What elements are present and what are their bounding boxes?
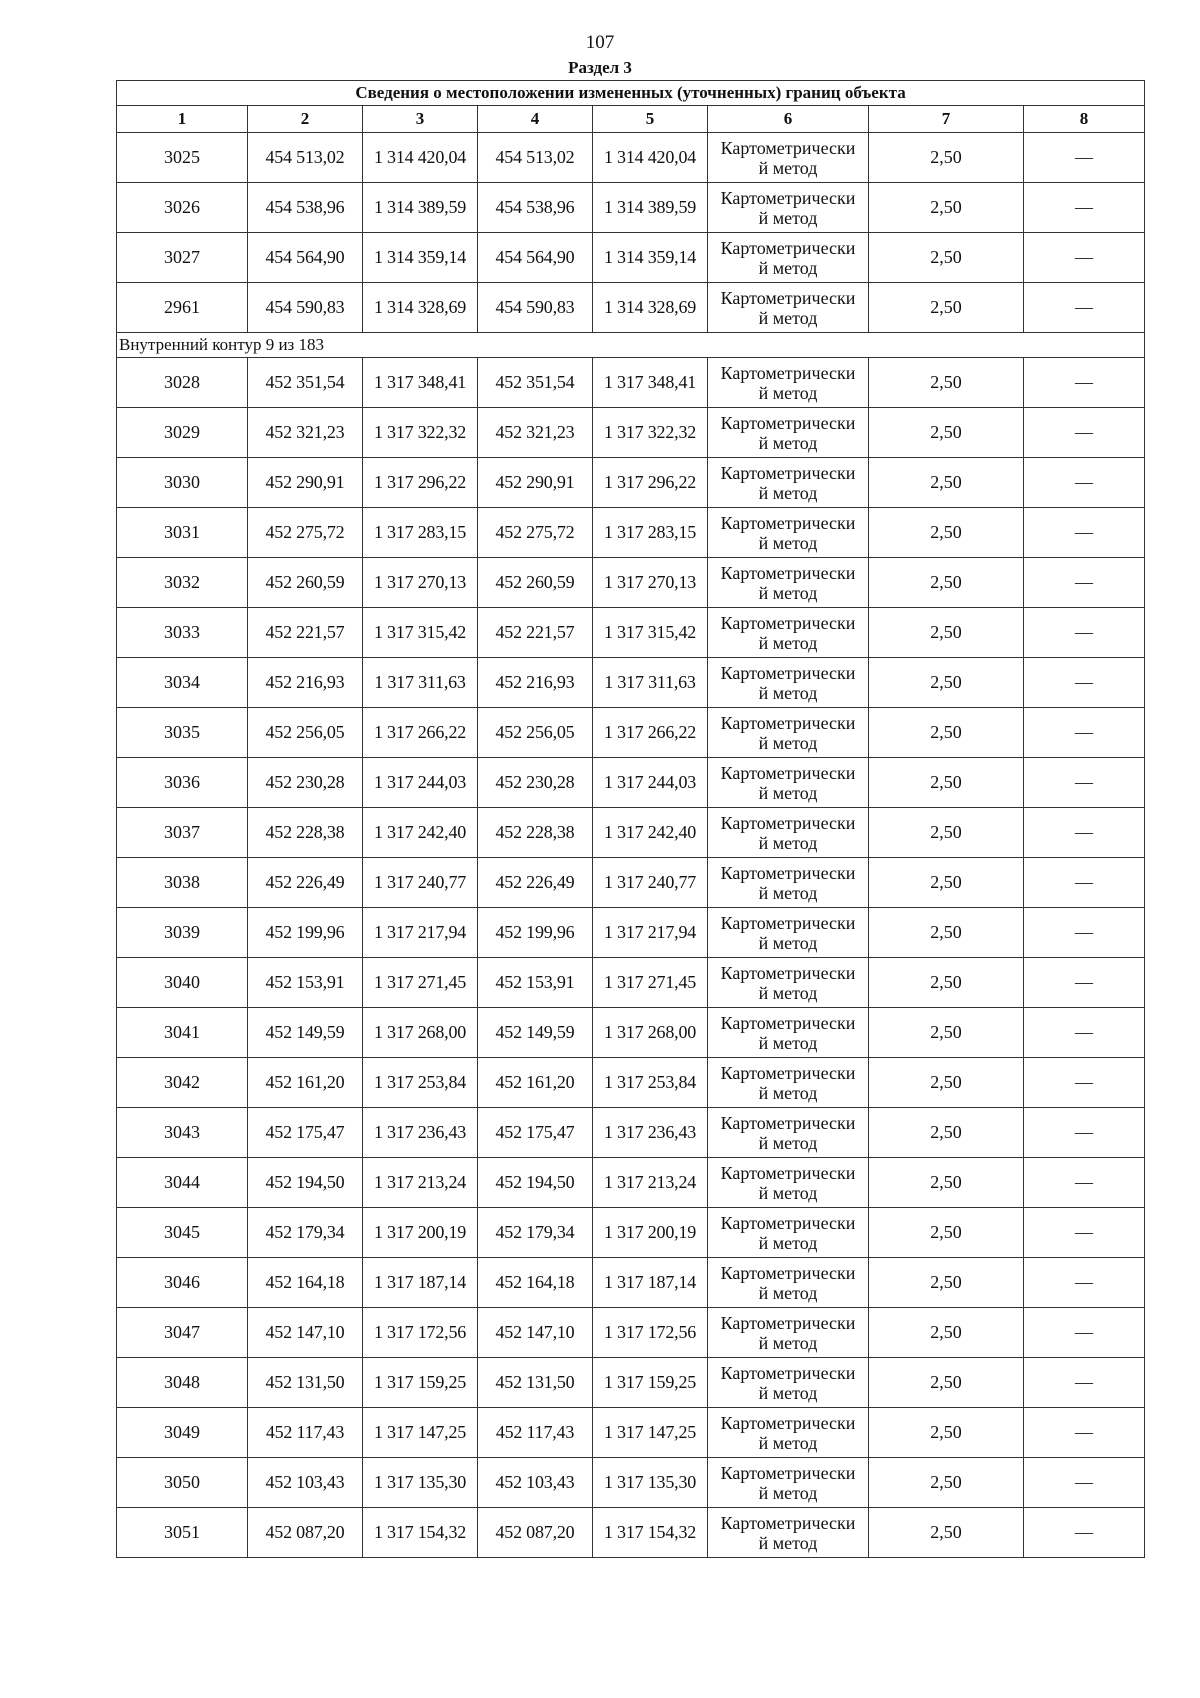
- x-old-cell: 452 216,93: [248, 658, 363, 708]
- x-old-cell: 454 590,83: [248, 283, 363, 333]
- y-new-cell: 1 317 154,32: [593, 1508, 708, 1558]
- x-old-cell: 452 275,72: [248, 508, 363, 558]
- y-new-cell: 1 317 348,41: [593, 358, 708, 408]
- method-cell: Картометрически й метод: [708, 458, 869, 508]
- x-new-cell: 452 256,05: [478, 708, 593, 758]
- y-new-cell: 1 317 242,40: [593, 808, 708, 858]
- table-row: [117, 183, 1145, 233]
- x-old-cell: 452 256,05: [248, 708, 363, 758]
- note-cell: —: [1024, 1158, 1145, 1208]
- accuracy-cell: 2,50: [869, 458, 1024, 508]
- y-new-cell: 1 317 135,30: [593, 1458, 708, 1508]
- column-number: 1: [117, 106, 248, 133]
- point-number-cell: 3040: [117, 958, 248, 1008]
- y-new-cell: 1 317 270,13: [593, 558, 708, 608]
- x-new-cell: 452 221,57: [478, 608, 593, 658]
- point-number-cell: 3029: [117, 408, 248, 458]
- note-cell: —: [1024, 1408, 1145, 1458]
- x-old-cell: 452 199,96: [248, 908, 363, 958]
- contour-label: Внутренний контур 9 из 183: [117, 333, 1145, 358]
- accuracy-cell: 2,50: [869, 1358, 1024, 1408]
- method-cell: Картометрически й метод: [708, 1458, 869, 1508]
- note-cell: —: [1024, 1508, 1145, 1558]
- method-cell: Картометрически й метод: [708, 858, 869, 908]
- page-number: 107: [585, 32, 615, 53]
- point-number-cell: 3035: [117, 708, 248, 758]
- column-number: 6: [708, 106, 869, 133]
- x-old-cell: 452 147,10: [248, 1308, 363, 1358]
- note-cell: —: [1024, 1308, 1145, 1358]
- accuracy-cell: 2,50: [869, 708, 1024, 758]
- x-old-cell: 452 290,91: [248, 458, 363, 508]
- x-old-cell: 454 564,90: [248, 233, 363, 283]
- note-cell: —: [1024, 1358, 1145, 1408]
- x-new-cell: 454 513,02: [478, 133, 593, 183]
- y-new-cell: 1 317 187,14: [593, 1258, 708, 1308]
- x-old-cell: 452 228,38: [248, 808, 363, 858]
- table-row: [117, 1158, 1145, 1208]
- accuracy-cell: 2,50: [869, 1158, 1024, 1208]
- coordinates-table: [116, 80, 1145, 1558]
- note-cell: —: [1024, 1058, 1145, 1108]
- y-old-cell: 1 317 172,56: [363, 1308, 478, 1358]
- method-cell: Картометрически й метод: [708, 708, 869, 758]
- y-old-cell: 1 314 420,04: [363, 133, 478, 183]
- y-old-cell: 1 317 271,45: [363, 958, 478, 1008]
- point-number-cell: 3047: [117, 1308, 248, 1358]
- x-old-cell: 452 087,20: [248, 1508, 363, 1558]
- accuracy-cell: 2,50: [869, 358, 1024, 408]
- accuracy-cell: 2,50: [869, 1308, 1024, 1358]
- method-cell: Картометрически й метод: [708, 133, 869, 183]
- y-new-cell: 1 317 268,00: [593, 1008, 708, 1058]
- section-title: Раздел 3: [568, 58, 632, 77]
- y-old-cell: 1 317 200,19: [363, 1208, 478, 1258]
- method-cell: Картометрически й метод: [708, 183, 869, 233]
- y-new-cell: 1 314 359,14: [593, 233, 708, 283]
- x-old-cell: 452 103,43: [248, 1458, 363, 1508]
- point-number-cell: 3026: [117, 183, 248, 233]
- method-cell: Картометрически й метод: [708, 608, 869, 658]
- table-row: [117, 808, 1145, 858]
- x-new-cell: 452 131,50: [478, 1358, 593, 1408]
- table-row: [117, 508, 1145, 558]
- table-row: [117, 408, 1145, 458]
- accuracy-cell: 2,50: [869, 658, 1024, 708]
- method-cell: Картометрически й метод: [708, 758, 869, 808]
- note-cell: —: [1024, 408, 1145, 458]
- note-cell: —: [1024, 1208, 1145, 1258]
- column-number: 3: [363, 106, 478, 133]
- note-cell: —: [1024, 558, 1145, 608]
- y-new-cell: 1 317 253,84: [593, 1058, 708, 1108]
- point-number-cell: 3048: [117, 1358, 248, 1408]
- x-new-cell: 452 199,96: [478, 908, 593, 958]
- note-cell: —: [1024, 283, 1145, 333]
- x-old-cell: 452 149,59: [248, 1008, 363, 1058]
- accuracy-cell: 2,50: [869, 283, 1024, 333]
- y-new-cell: 1 317 172,56: [593, 1308, 708, 1358]
- point-number-cell: 3033: [117, 608, 248, 658]
- table-row: [117, 558, 1145, 608]
- point-number-cell: 3049: [117, 1408, 248, 1458]
- accuracy-cell: 2,50: [869, 1458, 1024, 1508]
- y-new-cell: 1 317 240,77: [593, 858, 708, 908]
- y-new-cell: 1 317 315,42: [593, 608, 708, 658]
- x-old-cell: 452 230,28: [248, 758, 363, 808]
- point-number-cell: 3045: [117, 1208, 248, 1258]
- y-new-cell: 1 317 159,25: [593, 1358, 708, 1408]
- note-cell: —: [1024, 908, 1145, 958]
- table-body: [117, 133, 1145, 1558]
- point-number-cell: 3046: [117, 1258, 248, 1308]
- note-cell: —: [1024, 133, 1145, 183]
- y-old-cell: 1 317 154,32: [363, 1508, 478, 1558]
- table-row: [117, 233, 1145, 283]
- accuracy-cell: 2,50: [869, 808, 1024, 858]
- accuracy-cell: 2,50: [869, 1008, 1024, 1058]
- x-new-cell: 452 226,49: [478, 858, 593, 908]
- y-old-cell: 1 317 236,43: [363, 1108, 478, 1158]
- accuracy-cell: 2,50: [869, 183, 1024, 233]
- y-new-cell: 1 317 296,22: [593, 458, 708, 508]
- y-new-cell: 1 314 420,04: [593, 133, 708, 183]
- y-old-cell: 1 317 268,00: [363, 1008, 478, 1058]
- y-old-cell: 1 317 322,32: [363, 408, 478, 458]
- x-old-cell: 452 260,59: [248, 558, 363, 608]
- table-row: [117, 708, 1145, 758]
- note-cell: —: [1024, 608, 1145, 658]
- note-cell: —: [1024, 658, 1145, 708]
- accuracy-cell: 2,50: [869, 558, 1024, 608]
- y-new-cell: 1 317 147,25: [593, 1408, 708, 1458]
- method-cell: Картометрически й метод: [708, 1108, 869, 1158]
- y-new-cell: 1 317 271,45: [593, 958, 708, 1008]
- accuracy-cell: 2,50: [869, 408, 1024, 458]
- column-number: 5: [593, 106, 708, 133]
- accuracy-cell: 2,50: [869, 858, 1024, 908]
- accuracy-cell: 2,50: [869, 1408, 1024, 1458]
- table-row: [117, 1408, 1145, 1458]
- table-row: [117, 658, 1145, 708]
- column-number-row: [117, 106, 1145, 133]
- method-cell: Картометрически й метод: [708, 658, 869, 708]
- table-row: [117, 1358, 1145, 1408]
- y-old-cell: 1 317 217,94: [363, 908, 478, 958]
- y-new-cell: 1 317 322,32: [593, 408, 708, 458]
- table-row: [117, 958, 1145, 1008]
- y-new-cell: 1 317 244,03: [593, 758, 708, 808]
- accuracy-cell: 2,50: [869, 608, 1024, 658]
- method-cell: Картометрически й метод: [708, 558, 869, 608]
- y-new-cell: 1 314 389,59: [593, 183, 708, 233]
- method-cell: Картометрически й метод: [708, 358, 869, 408]
- table-row: [117, 1258, 1145, 1308]
- table-row: [117, 1508, 1145, 1558]
- table-row: [117, 1108, 1145, 1158]
- x-old-cell: 452 194,50: [248, 1158, 363, 1208]
- table-row: [117, 133, 1145, 183]
- point-number-cell: 3036: [117, 758, 248, 808]
- point-number-cell: 3034: [117, 658, 248, 708]
- x-old-cell: 452 117,43: [248, 1408, 363, 1458]
- point-number-cell: 3039: [117, 908, 248, 958]
- point-number-cell: 3042: [117, 1058, 248, 1108]
- point-number-cell: 3051: [117, 1508, 248, 1558]
- table-row: [117, 1308, 1145, 1358]
- note-cell: —: [1024, 708, 1145, 758]
- x-old-cell: 452 175,47: [248, 1108, 363, 1158]
- y-old-cell: 1 317 315,42: [363, 608, 478, 658]
- contour-row: [117, 333, 1145, 358]
- method-cell: Картометрически й метод: [708, 1008, 869, 1058]
- x-old-cell: 452 131,50: [248, 1358, 363, 1408]
- x-new-cell: 452 230,28: [478, 758, 593, 808]
- accuracy-cell: 2,50: [869, 958, 1024, 1008]
- note-cell: —: [1024, 1258, 1145, 1308]
- note-cell: —: [1024, 183, 1145, 233]
- y-new-cell: 1 317 200,19: [593, 1208, 708, 1258]
- note-cell: —: [1024, 458, 1145, 508]
- y-old-cell: 1 314 359,14: [363, 233, 478, 283]
- method-cell: Картометрически й метод: [708, 408, 869, 458]
- note-cell: —: [1024, 1458, 1145, 1508]
- x-new-cell: 452 179,34: [478, 1208, 593, 1258]
- method-cell: Картометрически й метод: [708, 958, 869, 1008]
- x-new-cell: 452 164,18: [478, 1258, 593, 1308]
- x-new-cell: 452 275,72: [478, 508, 593, 558]
- y-old-cell: 1 317 135,30: [363, 1458, 478, 1508]
- x-new-cell: 452 321,23: [478, 408, 593, 458]
- table-row: [117, 758, 1145, 808]
- point-number-cell: 3031: [117, 508, 248, 558]
- method-cell: Картометрически й метод: [708, 808, 869, 858]
- x-new-cell: 452 290,91: [478, 458, 593, 508]
- y-old-cell: 1 317 311,63: [363, 658, 478, 708]
- x-new-cell: 452 351,54: [478, 358, 593, 408]
- method-cell: Картометрически й метод: [708, 1308, 869, 1358]
- y-new-cell: 1 317 266,22: [593, 708, 708, 758]
- method-cell: Картометрически й метод: [708, 283, 869, 333]
- y-old-cell: 1 317 147,25: [363, 1408, 478, 1458]
- method-cell: Картометрически й метод: [708, 233, 869, 283]
- y-old-cell: 1 314 328,69: [363, 283, 478, 333]
- x-new-cell: 452 153,91: [478, 958, 593, 1008]
- note-cell: —: [1024, 758, 1145, 808]
- note-cell: —: [1024, 358, 1145, 408]
- point-number-cell: 3043: [117, 1108, 248, 1158]
- x-new-cell: 452 228,38: [478, 808, 593, 858]
- x-old-cell: 452 321,23: [248, 408, 363, 458]
- y-new-cell: 1 317 217,94: [593, 908, 708, 958]
- point-number-cell: 3050: [117, 1458, 248, 1508]
- table-row: [117, 458, 1145, 508]
- point-number-cell: 3030: [117, 458, 248, 508]
- y-new-cell: 1 317 236,43: [593, 1108, 708, 1158]
- column-number: 4: [478, 106, 593, 133]
- y-new-cell: 1 314 328,69: [593, 283, 708, 333]
- method-cell: Картометрически й метод: [708, 1358, 869, 1408]
- point-number-cell: 3025: [117, 133, 248, 183]
- accuracy-cell: 2,50: [869, 1058, 1024, 1108]
- accuracy-cell: 2,50: [869, 133, 1024, 183]
- method-cell: Картометрически й метод: [708, 508, 869, 558]
- x-old-cell: 452 226,49: [248, 858, 363, 908]
- point-number-cell: 3037: [117, 808, 248, 858]
- x-old-cell: 452 161,20: [248, 1058, 363, 1108]
- y-new-cell: 1 317 311,63: [593, 658, 708, 708]
- accuracy-cell: 2,50: [869, 1108, 1024, 1158]
- method-cell: Картометрически й метод: [708, 1508, 869, 1558]
- x-new-cell: 452 117,43: [478, 1408, 593, 1458]
- table-caption: Сведения о местоположении измененных (уточненных) границ объекта: [117, 81, 1145, 106]
- accuracy-cell: 2,50: [869, 1258, 1024, 1308]
- x-new-cell: 452 087,20: [478, 1508, 593, 1558]
- note-cell: —: [1024, 508, 1145, 558]
- x-new-cell: 452 216,93: [478, 658, 593, 708]
- table-row: [117, 858, 1145, 908]
- x-new-cell: 452 149,59: [478, 1008, 593, 1058]
- x-old-cell: 452 351,54: [248, 358, 363, 408]
- y-old-cell: 1 317 253,84: [363, 1058, 478, 1108]
- accuracy-cell: 2,50: [869, 1208, 1024, 1258]
- x-old-cell: 454 538,96: [248, 183, 363, 233]
- table-row: [117, 1058, 1145, 1108]
- column-number: 7: [869, 106, 1024, 133]
- table-caption-row: [117, 81, 1145, 106]
- point-number-cell: 3038: [117, 858, 248, 908]
- y-old-cell: 1 317 283,15: [363, 508, 478, 558]
- y-old-cell: 1 317 348,41: [363, 358, 478, 408]
- x-new-cell: 454 590,83: [478, 283, 593, 333]
- y-old-cell: 1 317 266,22: [363, 708, 478, 758]
- x-new-cell: 454 564,90: [478, 233, 593, 283]
- y-old-cell: 1 317 242,40: [363, 808, 478, 858]
- point-number-cell: 2961: [117, 283, 248, 333]
- point-number-cell: 3032: [117, 558, 248, 608]
- method-cell: Картометрически й метод: [708, 1258, 869, 1308]
- x-old-cell: 452 164,18: [248, 1258, 363, 1308]
- y-old-cell: 1 317 244,03: [363, 758, 478, 808]
- note-cell: —: [1024, 1008, 1145, 1058]
- accuracy-cell: 2,50: [869, 508, 1024, 558]
- method-cell: Картометрически й метод: [708, 908, 869, 958]
- y-old-cell: 1 317 240,77: [363, 858, 478, 908]
- x-old-cell: 452 179,34: [248, 1208, 363, 1258]
- y-old-cell: 1 317 296,22: [363, 458, 478, 508]
- table-row: [117, 358, 1145, 408]
- table-row: [117, 908, 1145, 958]
- y-old-cell: 1 317 213,24: [363, 1158, 478, 1208]
- x-new-cell: 452 260,59: [478, 558, 593, 608]
- column-number: 8: [1024, 106, 1145, 133]
- column-number: 2: [248, 106, 363, 133]
- table-row: [117, 1208, 1145, 1258]
- y-old-cell: 1 317 270,13: [363, 558, 478, 608]
- method-cell: Картометрически й метод: [708, 1058, 869, 1108]
- accuracy-cell: 2,50: [869, 908, 1024, 958]
- y-old-cell: 1 317 187,14: [363, 1258, 478, 1308]
- method-cell: Картометрически й метод: [708, 1158, 869, 1208]
- y-old-cell: 1 317 159,25: [363, 1358, 478, 1408]
- y-old-cell: 1 314 389,59: [363, 183, 478, 233]
- x-new-cell: 452 103,43: [478, 1458, 593, 1508]
- x-old-cell: 452 221,57: [248, 608, 363, 658]
- x-new-cell: 452 194,50: [478, 1158, 593, 1208]
- note-cell: —: [1024, 808, 1145, 858]
- y-new-cell: 1 317 213,24: [593, 1158, 708, 1208]
- note-cell: —: [1024, 858, 1145, 908]
- note-cell: —: [1024, 233, 1145, 283]
- table-row: [117, 1008, 1145, 1058]
- method-cell: Картометрически й метод: [708, 1408, 869, 1458]
- x-new-cell: 454 538,96: [478, 183, 593, 233]
- method-cell: Картометрически й метод: [708, 1208, 869, 1258]
- note-cell: —: [1024, 958, 1145, 1008]
- x-old-cell: 454 513,02: [248, 133, 363, 183]
- point-number-cell: 3041: [117, 1008, 248, 1058]
- accuracy-cell: 2,50: [869, 1508, 1024, 1558]
- table-row: [117, 283, 1145, 333]
- note-cell: —: [1024, 1108, 1145, 1158]
- accuracy-cell: 2,50: [869, 233, 1024, 283]
- table-row: [117, 1458, 1145, 1508]
- point-number-cell: 3027: [117, 233, 248, 283]
- y-new-cell: 1 317 283,15: [593, 508, 708, 558]
- accuracy-cell: 2,50: [869, 758, 1024, 808]
- x-new-cell: 452 161,20: [478, 1058, 593, 1108]
- table-row: [117, 608, 1145, 658]
- x-old-cell: 452 153,91: [248, 958, 363, 1008]
- x-new-cell: 452 147,10: [478, 1308, 593, 1358]
- point-number-cell: 3044: [117, 1158, 248, 1208]
- x-new-cell: 452 175,47: [478, 1108, 593, 1158]
- point-number-cell: 3028: [117, 358, 248, 408]
